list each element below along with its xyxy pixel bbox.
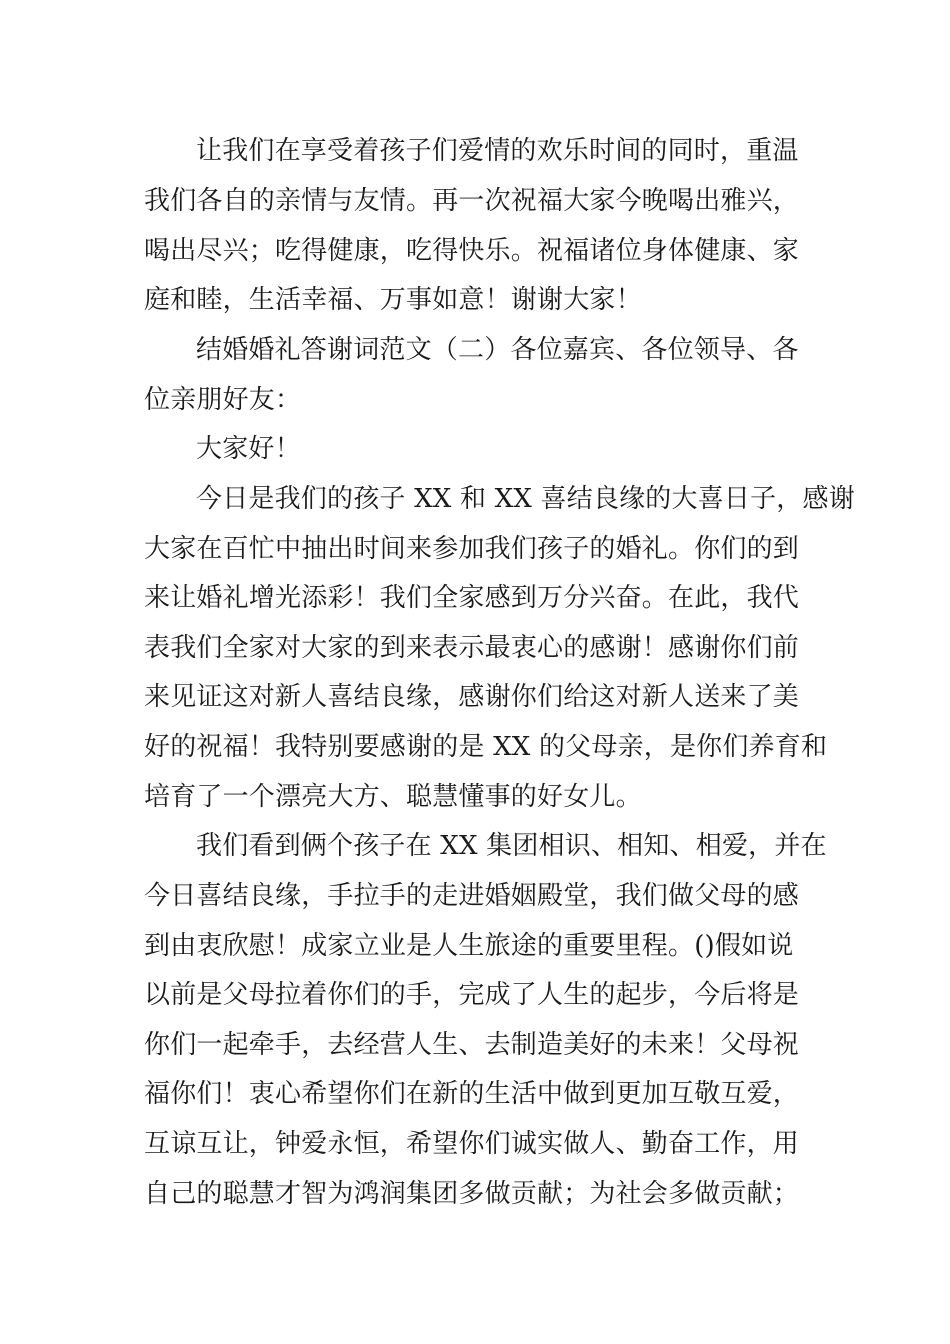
text-line: 庭和睦，生活幸福、万事如意！谢谢大家！ [144, 285, 642, 315]
text-line: 到由衷欣慰！成家立业是人生旅途的重要里程。()假如说 [144, 931, 794, 961]
text-line: 今日喜结良缘，手拉手的走进婚姻殿堂，我们做父母的感 [144, 881, 800, 911]
text-line: 大家在百忙中抽出时间来参加我们孩子的婚礼。你们的到 [144, 534, 800, 564]
text-line: 你们一起牵手，去经营人生、去制造美好的未来！父母祝 [144, 1030, 800, 1060]
text-line: 让我们在享受着孩子们爱情的欢乐时间的同时，重温 [196, 136, 799, 166]
text-line: 好的祝福！我特别要感谢的是 XX 的父母亲，是你们养育和 [144, 732, 828, 762]
text-line: 自己的聪慧才智为鸿润集团多做贡献；为社会多做贡献； [144, 1179, 800, 1209]
text-line: 来见证这对新人喜结良缘，感谢你们给这对新人送来了美 [144, 682, 800, 712]
text-line: 大家好！ [196, 434, 301, 464]
text-line: 结婚婚礼答谢词范文（二）各位嘉宾、各位领导、各 [196, 335, 799, 365]
text-line: 表我们全家对大家的到来表示最衷心的感谢！感谢你们前 [144, 633, 800, 663]
text-line: 培育了一个漂亮大方、聪慧懂事的好女儿。 [144, 782, 642, 812]
text-line: 互谅互让，钟爱永恒，希望你们诚实做人、勤奋工作，用 [144, 1129, 800, 1159]
text-line: 以前是父母拉着你们的手，完成了人生的起步，今后将是 [144, 980, 800, 1010]
text-line: 我们各自的亲情与友情。再一次祝福大家今晚喝出雅兴， [144, 186, 800, 216]
text-line: 福你们！衷心希望你们在新的生活中做到更加互敬互爱， [144, 1079, 800, 1109]
text-line: 我们看到俩个孩子在 XX 集团相识、相知、相爱，并在 [196, 831, 827, 861]
text-line: 来让婚礼增光添彩！我们全家感到万分兴奋。在此，我代 [144, 583, 800, 613]
text-line: 位亲朋好友： [144, 385, 302, 415]
text-line: 喝出尽兴；吃得健康，吃得快乐。祝福诸位身体健康、家 [144, 236, 800, 266]
text-line: 今日是我们的孩子 XX 和 XX 喜结良缘的大喜日子，感谢 [196, 484, 855, 514]
